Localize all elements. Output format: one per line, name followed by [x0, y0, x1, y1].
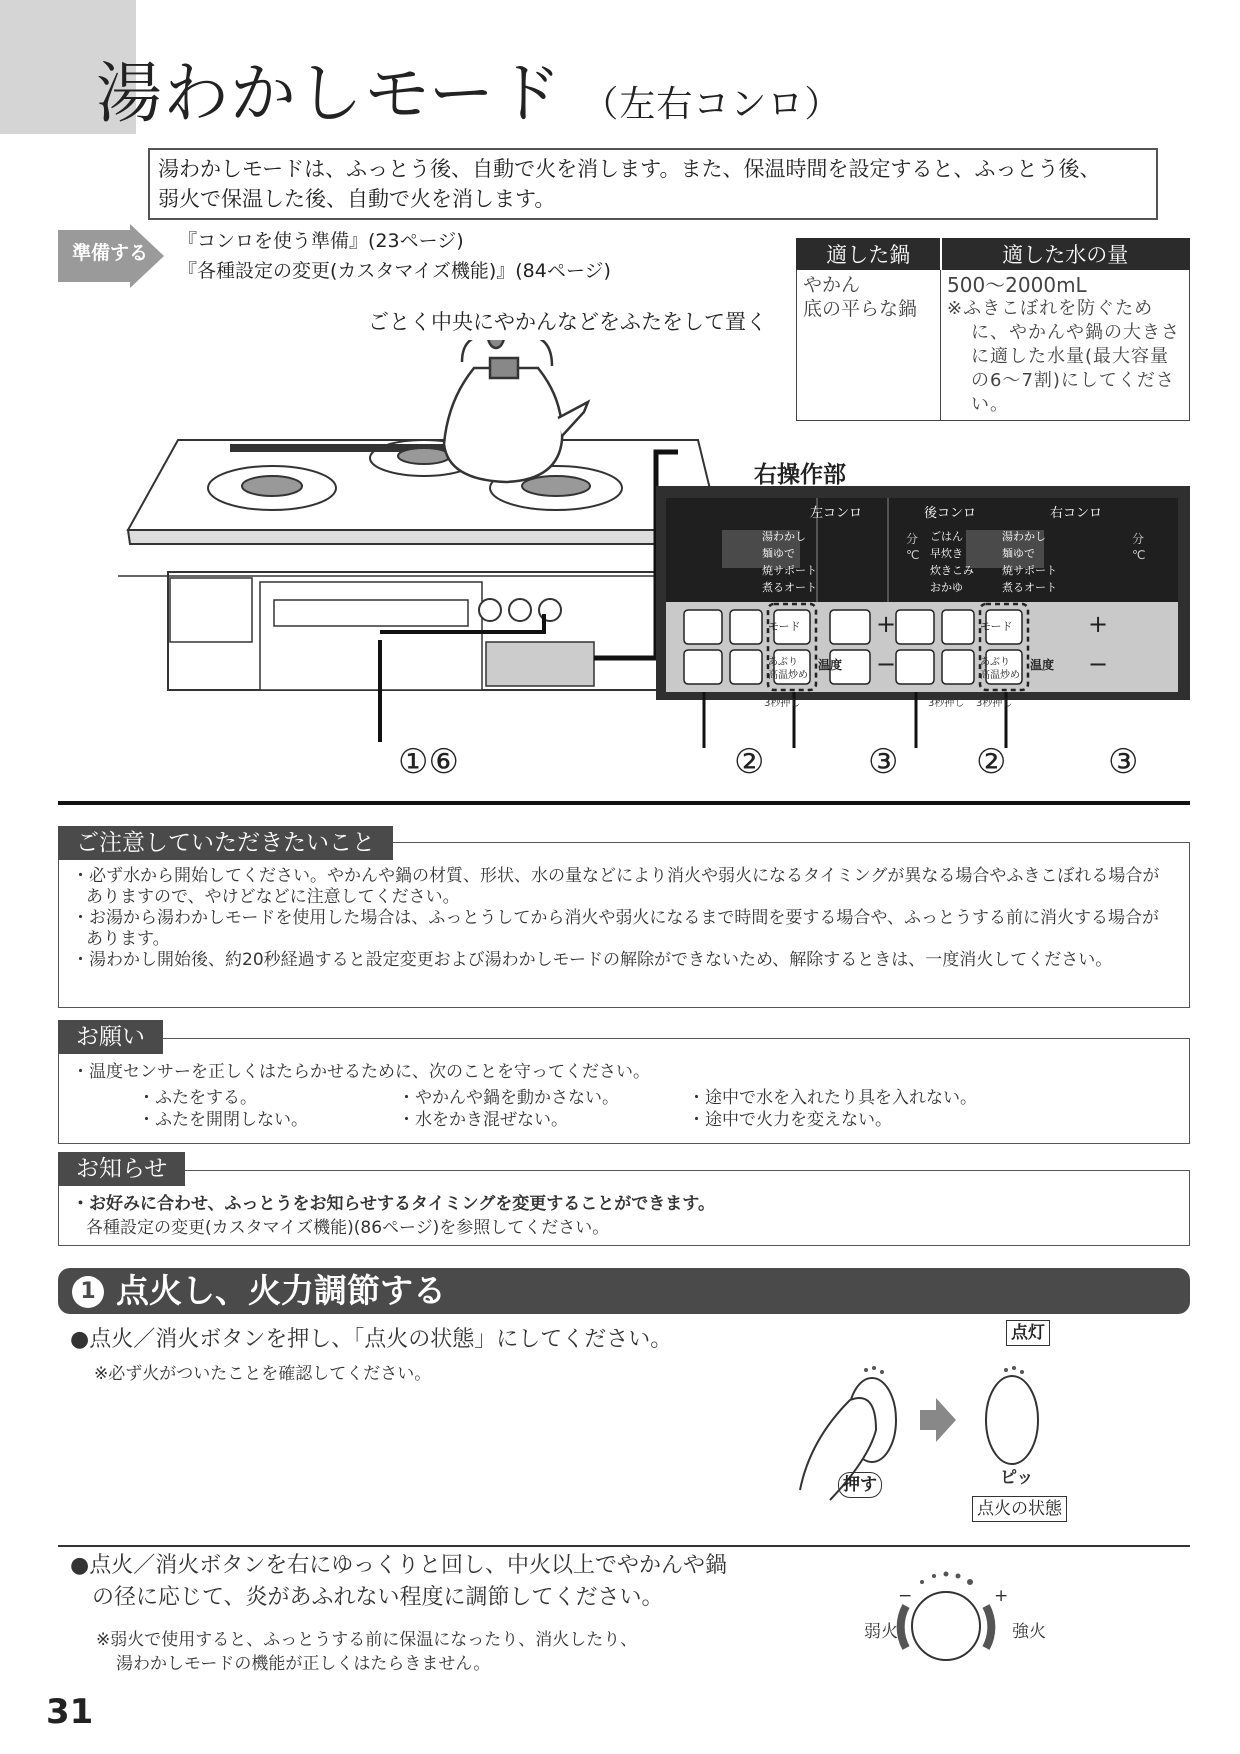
callout-2-left: ② [734, 742, 765, 782]
unit-min-left: 分 [906, 532, 919, 546]
section-divider [58, 801, 1190, 805]
minus-button-left[interactable]: − [876, 650, 897, 678]
callout-1-6: ①⑥ [398, 742, 459, 782]
callout-2-right: ② [976, 742, 1007, 782]
mode-item: 炊きこみ [930, 564, 974, 577]
caution-list [72, 866, 1172, 971]
request-item: ・やかんや鍋を動かさない。 [398, 1088, 619, 1108]
request-intro: ・温度センサーを正しくはたらかせるために、次のことを守ってください。 [72, 1062, 650, 1082]
page-number: 31 [46, 1692, 94, 1732]
unit-c-right: ℃ [1132, 548, 1146, 562]
request-item: ・ふたを開閉しない。 [138, 1110, 308, 1130]
kettle-caption: ごとく中央にやかんなどをふたをして置く [368, 310, 767, 334]
unit-c-left: ℃ [906, 548, 920, 562]
aburi-label-2: 高温炒め [980, 670, 1020, 681]
aburi-label-2: 高温炒め [768, 670, 808, 681]
pot-table-header-pot: 適した鍋 [797, 239, 941, 270]
step-number: 1 [72, 1276, 104, 1308]
panel-right-burner: 右コンロ [1050, 506, 1103, 521]
mode-button-right[interactable]: モード [980, 620, 1013, 633]
notice-line-1: ・お好みに合わせ、ふっとうをお知らせするタイミングを変更することができます。 [72, 1194, 715, 1214]
mode-item: 煮るオート [1002, 581, 1057, 594]
caution-item: ・必ず水から開始してください。やかんや鍋の材質、形状、水の量などにより消火や弱火になるタイミングが異なる場合やふきこぼれる場合がありますので、やけどなどに注意してください。 [72, 866, 1160, 907]
mode-item: 焼サポート [762, 564, 817, 577]
hold3-right: 3秒押し [976, 698, 1013, 709]
ondo-button-right[interactable]: 温度 [1030, 658, 1055, 672]
page-title-sub: （左右コンロ） [582, 84, 842, 125]
aburi-label: あぶり [768, 657, 798, 668]
mode-item: 麺ゆで [762, 547, 795, 560]
caution-item: ・お湯から湯わかしモードを使用した場合は、ふっとうしてから消火や弱火になるまで時間を要する場合や、ふっとうする前に消火する場合があります。 [72, 908, 1159, 949]
minus-button-right[interactable]: − [1088, 650, 1109, 678]
step1-note-1: ※必ず火がついたことを確認してください。 [94, 1364, 432, 1384]
mode-item: おかゆ [930, 581, 963, 594]
intro-box [148, 148, 1158, 220]
tag-lit: 点灯 [1006, 1320, 1050, 1346]
step1-note-2-line-2: 湯わかしモードの機能が正しくはたらきません。 [116, 1654, 491, 1674]
prep-label: 準備する [72, 242, 149, 264]
aburi-button-right[interactable] [980, 656, 1020, 682]
request-item: ・途中で火力を変えない。 [688, 1110, 892, 1130]
request-heading: お願い [58, 1020, 163, 1054]
hold3-rear: 3秒押し [928, 698, 965, 709]
panel-rear-modes [930, 528, 974, 596]
notice-heading: お知らせ [58, 1152, 185, 1186]
step-title: 点火し、火力調節する [116, 1271, 446, 1310]
label-low-flame: 弱火 [864, 1622, 898, 1642]
label-high-flame: 強火 [1012, 1622, 1046, 1642]
intro-line-1: 湯わかしモードは、ふっとう後、自動で火を消します。また、保温時間を設定すると、ふっとう後、 [158, 157, 1101, 181]
step1-bullet-2-line-1: ●点火／消火ボタンを右にゆっくりと回し、中火以上でやかんや鍋 [70, 1553, 727, 1578]
mode-item: 焼サポート [1002, 564, 1057, 577]
pot-kettle: やかん [803, 274, 861, 296]
mode-item: 麺ゆで [1002, 547, 1035, 560]
pot-table-header-amount: 適した水の量 [941, 239, 1190, 270]
page-title-main: 湯わかしモード [96, 55, 563, 132]
panel-rear-burner: 後コンロ [924, 506, 977, 521]
panel-right-modes [1002, 528, 1057, 596]
prep-link-2[interactable]: 『各種設定の変更(カスタマイズ機能)』(84ページ) [178, 260, 611, 282]
panel-left-burner: 左コンロ [810, 506, 863, 521]
step1-bullet-1: ●点火／消火ボタンを押し、「点火の状態」にしてください。 [70, 1327, 673, 1352]
step1-note-2-line-1: ※弱火で使用すると、ふっとうする前に保温になったり、消火したり、 [96, 1630, 638, 1650]
notice-line-2: 各種設定の変更(カスタマイズ機能)(86ページ)を参照してください。 [86, 1218, 610, 1238]
aburi-button-left[interactable] [768, 656, 808, 682]
water-note: ※ふきこぼれを防ぐために、やかんや鍋の大きさに適した水量(最大容量の6～7割)にしてください。 [947, 298, 1180, 415]
panel-left-modes [762, 528, 817, 596]
aburi-label: あぶり [980, 657, 1010, 668]
mode-button-left[interactable]: モード [768, 620, 801, 633]
step1-bullet-2-line-2: の径に応じて、炎があふれない程度に調節してください。 [92, 1585, 664, 1610]
mode-item: 湯わかし [762, 530, 806, 543]
knob-minus: − [898, 1586, 913, 1606]
callout-3-left: ③ [868, 742, 899, 782]
prep-link-1[interactable]: 『コンロを使う準備』(23ページ) [178, 230, 464, 252]
plus-button-left[interactable]: + [876, 610, 897, 638]
unit-min-right: 分 [1132, 532, 1145, 546]
caution-heading: ご注意していただきたいこと [58, 826, 393, 860]
intro-line-2: 弱火で保温した後、自動で火を消します。 [158, 187, 556, 211]
tag-push: 押す [838, 1472, 882, 1498]
caution-item: ・湯わかし開始後、約20秒経過すると設定変更および湯わかしモードの解除ができないため、解除するときは、一度消火してください。 [72, 950, 1113, 970]
pot-flat: 底の平らな鍋 [803, 298, 918, 320]
mode-item: 煮るオート [762, 581, 817, 594]
tag-beep: ピッ [1000, 1468, 1034, 1488]
request-item: ・ふたをする。 [138, 1088, 257, 1108]
prep-links [178, 226, 611, 286]
water-amount: 500～2000mL [947, 273, 1087, 297]
knob-plus: + [994, 1586, 1009, 1606]
tag-ignite-state: 点火の状態 [972, 1496, 1067, 1522]
callout-3-right: ③ [1108, 742, 1139, 782]
mode-item: ごはん [930, 530, 963, 543]
plus-button-right[interactable]: + [1088, 610, 1109, 638]
ignite-illustration [780, 1340, 1080, 1520]
page-title [96, 52, 841, 147]
mode-item: 早炊き [930, 547, 963, 560]
right-op-label: 右操作部 [754, 462, 846, 488]
request-item: ・途中で水を入れたり具を入れない。 [688, 1088, 977, 1108]
step-divider [58, 1545, 1190, 1547]
knob-rotate-illustration [882, 1566, 1012, 1676]
request-item: ・水をかき混ぜない。 [398, 1110, 568, 1130]
hold3-left: 3秒押し [764, 698, 801, 709]
ondo-button-left[interactable]: 温度 [818, 658, 843, 672]
mode-item: 湯わかし [1002, 530, 1046, 543]
